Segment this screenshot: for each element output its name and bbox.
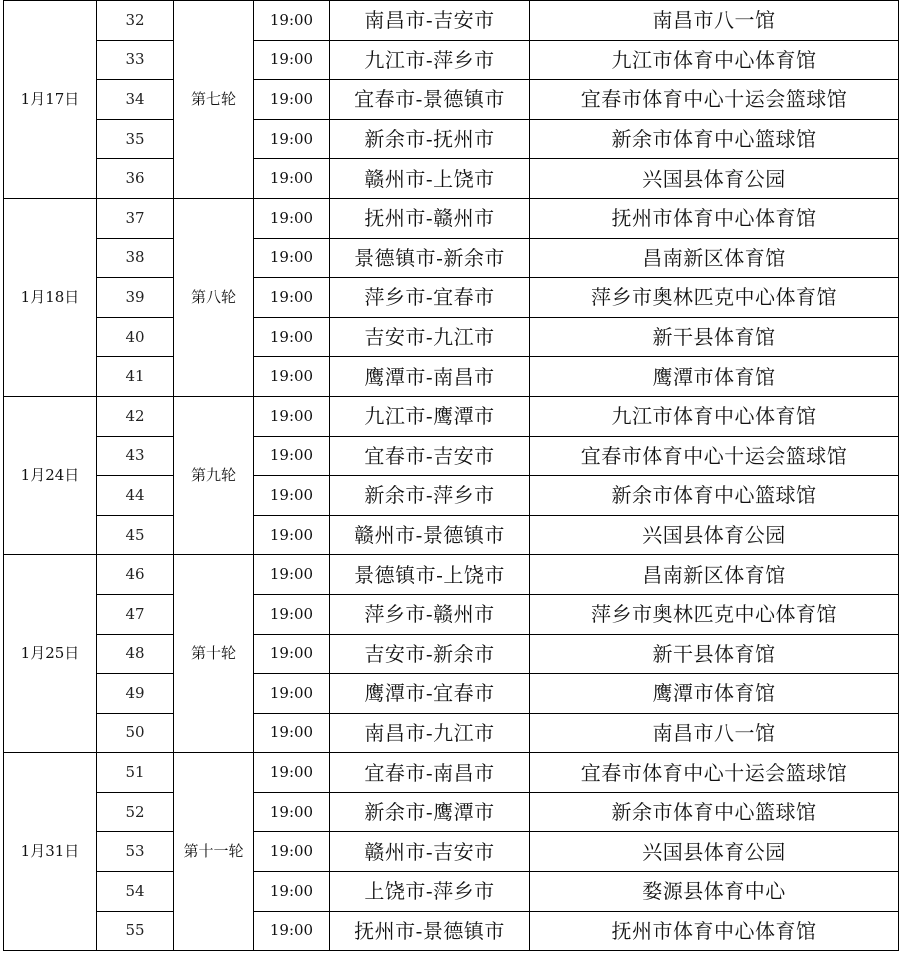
match-venue: 婺源县体育中心 [530, 872, 899, 912]
match-teams: 抚州市-赣州市 [330, 198, 530, 238]
match-number: 39 [97, 278, 174, 318]
match-time: 19:00 [254, 555, 330, 595]
match-number: 37 [97, 198, 174, 238]
match-number: 41 [97, 357, 174, 397]
match-time: 19:00 [254, 515, 330, 555]
match-number: 53 [97, 832, 174, 872]
match-round: 第十一轮 [174, 753, 254, 951]
match-number: 51 [97, 753, 174, 793]
match-time: 19:00 [254, 357, 330, 397]
match-time: 19:00 [254, 872, 330, 912]
match-teams: 赣州市-上饶市 [330, 159, 530, 199]
match-teams: 新余市-萍乡市 [330, 476, 530, 516]
match-venue: 昌南新区体育馆 [530, 238, 899, 278]
match-number: 44 [97, 476, 174, 516]
match-venue: 兴国县体育公园 [530, 159, 899, 199]
match-number: 48 [97, 634, 174, 674]
table-row [4, 555, 899, 595]
match-time: 19:00 [254, 594, 330, 634]
match-time: 19:00 [254, 1, 330, 41]
match-teams: 九江市-鹰潭市 [330, 396, 530, 436]
match-time: 19:00 [254, 674, 330, 714]
match-time: 19:00 [254, 396, 330, 436]
match-teams: 宜春市-吉安市 [330, 436, 530, 476]
table-row [4, 1, 899, 41]
match-round: 第八轮 [174, 198, 254, 396]
match-teams: 吉安市-新余市 [330, 634, 530, 674]
match-teams: 鹰潭市-宜春市 [330, 674, 530, 714]
match-date: 1月25日 [4, 555, 97, 753]
match-number: 38 [97, 238, 174, 278]
match-teams: 九江市-萍乡市 [330, 40, 530, 80]
table-row [4, 674, 899, 714]
match-time: 19:00 [254, 911, 330, 951]
match-time: 19:00 [254, 436, 330, 476]
match-teams: 吉安市-九江市 [330, 317, 530, 357]
match-number: 45 [97, 515, 174, 555]
match-number: 32 [97, 1, 174, 41]
match-venue: 鹰潭市体育馆 [530, 357, 899, 397]
match-venue: 宜春市体育中心十运会篮球馆 [530, 753, 899, 793]
table-row [4, 713, 899, 753]
match-venue: 新余市体育中心篮球馆 [530, 119, 899, 159]
match-time: 19:00 [254, 317, 330, 357]
match-teams: 赣州市-吉安市 [330, 832, 530, 872]
match-time: 19:00 [254, 792, 330, 832]
table-row [4, 40, 899, 80]
match-venue: 宜春市体育中心十运会篮球馆 [530, 436, 899, 476]
match-number: 43 [97, 436, 174, 476]
table-row [4, 476, 899, 516]
match-teams: 景德镇市-新余市 [330, 238, 530, 278]
match-time: 19:00 [254, 278, 330, 318]
match-venue: 新余市体育中心篮球馆 [530, 476, 899, 516]
match-teams: 新余市-抚州市 [330, 119, 530, 159]
match-time: 19:00 [254, 198, 330, 238]
match-venue: 新干县体育馆 [530, 317, 899, 357]
table-row [4, 436, 899, 476]
match-teams: 萍乡市-赣州市 [330, 594, 530, 634]
match-time: 19:00 [254, 753, 330, 793]
match-number: 42 [97, 396, 174, 436]
match-teams: 南昌市-吉安市 [330, 1, 530, 41]
match-venue: 兴国县体育公园 [530, 515, 899, 555]
table-row [4, 594, 899, 634]
match-number: 54 [97, 872, 174, 912]
table-row [4, 357, 899, 397]
match-time: 19:00 [254, 476, 330, 516]
match-time: 19:00 [254, 159, 330, 199]
match-venue: 九江市体育中心体育馆 [530, 396, 899, 436]
match-time: 19:00 [254, 238, 330, 278]
match-teams: 南昌市-九江市 [330, 713, 530, 753]
table-row [4, 515, 899, 555]
match-number: 46 [97, 555, 174, 595]
match-teams: 赣州市-景德镇市 [330, 515, 530, 555]
match-teams: 景德镇市-上饶市 [330, 555, 530, 595]
match-venue: 九江市体育中心体育馆 [530, 40, 899, 80]
table-row [4, 872, 899, 912]
match-number: 35 [97, 119, 174, 159]
match-date: 1月24日 [4, 396, 97, 554]
table-row [4, 396, 899, 436]
match-number: 50 [97, 713, 174, 753]
match-teams: 新余市-鹰潭市 [330, 792, 530, 832]
schedule-body [4, 1, 899, 951]
table-row [4, 198, 899, 238]
table-row [4, 832, 899, 872]
match-time: 19:00 [254, 119, 330, 159]
match-teams: 抚州市-景德镇市 [330, 911, 530, 951]
match-date: 1月17日 [4, 1, 97, 199]
match-number: 47 [97, 594, 174, 634]
match-number: 52 [97, 792, 174, 832]
match-venue: 萍乡市奥林匹克中心体育馆 [530, 278, 899, 318]
match-teams: 宜春市-南昌市 [330, 753, 530, 793]
match-venue: 南昌市八一馆 [530, 713, 899, 753]
match-venue: 新余市体育中心篮球馆 [530, 792, 899, 832]
match-venue: 宜春市体育中心十运会篮球馆 [530, 80, 899, 120]
match-venue: 兴国县体育公园 [530, 832, 899, 872]
table-row [4, 317, 899, 357]
match-time: 19:00 [254, 40, 330, 80]
table-row [4, 753, 899, 793]
match-venue: 抚州市体育中心体育馆 [530, 198, 899, 238]
match-number: 36 [97, 159, 174, 199]
match-number: 33 [97, 40, 174, 80]
match-teams: 鹰潭市-南昌市 [330, 357, 530, 397]
match-number: 49 [97, 674, 174, 714]
match-date: 1月31日 [4, 753, 97, 951]
match-round: 第九轮 [174, 396, 254, 554]
match-time: 19:00 [254, 80, 330, 120]
match-time: 19:00 [254, 634, 330, 674]
match-venue: 萍乡市奥林匹克中心体育馆 [530, 594, 899, 634]
table-row [4, 634, 899, 674]
match-teams: 宜春市-景德镇市 [330, 80, 530, 120]
match-venue: 新干县体育馆 [530, 634, 899, 674]
match-number: 40 [97, 317, 174, 357]
table-row [4, 119, 899, 159]
match-time: 19:00 [254, 832, 330, 872]
table-row [4, 238, 899, 278]
match-venue: 昌南新区体育馆 [530, 555, 899, 595]
schedule-table [3, 0, 899, 951]
match-venue: 鹰潭市体育馆 [530, 674, 899, 714]
table-row [4, 159, 899, 199]
match-round: 第十轮 [174, 555, 254, 753]
match-teams: 上饶市-萍乡市 [330, 872, 530, 912]
table-row [4, 792, 899, 832]
table-row [4, 278, 899, 318]
table-row [4, 911, 899, 951]
match-teams: 萍乡市-宜春市 [330, 278, 530, 318]
match-time: 19:00 [254, 713, 330, 753]
match-venue: 抚州市体育中心体育馆 [530, 911, 899, 951]
table-row [4, 80, 899, 120]
match-number: 55 [97, 911, 174, 951]
match-round: 第七轮 [174, 1, 254, 199]
match-date: 1月18日 [4, 198, 97, 396]
match-number: 34 [97, 80, 174, 120]
match-venue: 南昌市八一馆 [530, 1, 899, 41]
